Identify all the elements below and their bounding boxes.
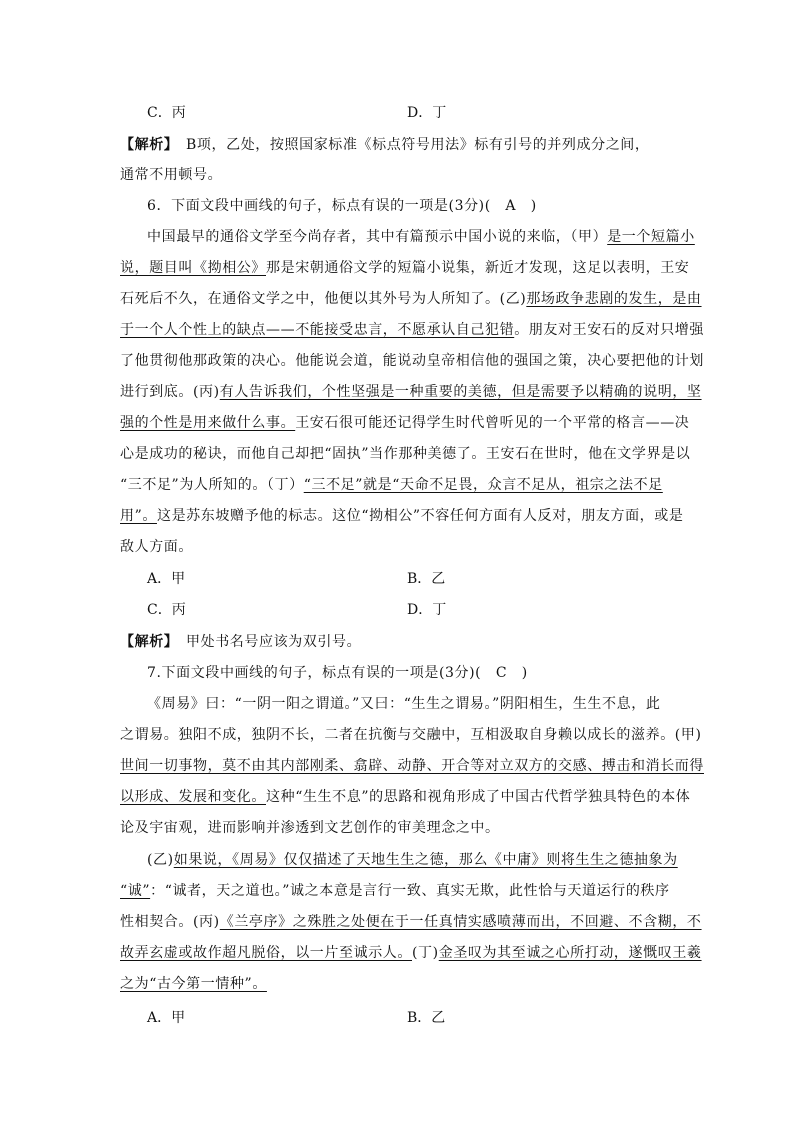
q5-analysis-line2: 通常不用顿号。: [120, 167, 223, 183]
q6-p1-line9: “三不足”为人所知的。（丁）“三不足”就是“天命不足畏，众言不足从，祖宗之法不足: [120, 477, 663, 493]
analysis-label: 【解析】: [120, 634, 172, 650]
q6-p1-line11: 敌人方面。: [120, 539, 193, 555]
q5-analysis-line1: [120, 133, 680, 157]
q7-stem: 7.下面文段中画线的句子，标点有误的一项是(3分)( C ): [147, 665, 528, 681]
q7-p2-line1: (乙)如果说，《周易》仅仅描述了天地生生之德，那么《中庸》则将生生之德抽象为: [147, 852, 678, 868]
q7-option-b: B．乙: [407, 1010, 446, 1026]
q7-p1-line1: 《周易》曰：“一阴一阳之谓道。”又曰：“生生之谓易。”阴阳相生，生生不息，此: [147, 696, 661, 712]
q7-option-a: A．甲: [147, 1010, 186, 1026]
q6-p1-line2: 说，题目叫《拗相公》那是宋朝通俗文学的短篇小说集，新近才发现，这足以表明，王安: [120, 260, 690, 276]
q5-option-d: D．丁: [407, 105, 447, 121]
q7-p2-line2: “诚”：“诚者，天之道也。”诚之本意是言行一致、真实无欺，此性恰与天道运行的秩序: [120, 883, 670, 899]
analysis-label: 【解析】: [120, 137, 172, 153]
q7-p2-line3: 性相契合。(丙)《兰亭序》之殊胜之处便在于一任真情实感喷薄而出，不回避、不含糊，不: [120, 914, 702, 930]
q6-p1-line4: 于一个人个性上的缺点——不能接受忠言，不愿承认自己犯错。朋友对王安石的反对只增强: [120, 322, 705, 338]
q6-option-a: A．甲: [147, 571, 186, 587]
q6-p1-line7: 强的个性是用来做什么事。王安石很可能还记得学生时代曾听见的一个平常的格言——决: [120, 415, 690, 431]
q6-stem: 6．下面文段中画线的句子，标点有误的一项是(3分)( A ): [147, 198, 537, 214]
q7-p1-line4: 以形成、发展和变化。这种“生生不息”的思路和视角形成了中国古代哲学独具特色的本体: [120, 789, 691, 805]
q6-p1-line8: 心是成功的秘诀，而他自己却把“固执”当作那种美德了。王安石在世时，他在文学界是以: [120, 446, 691, 462]
q7-p1-line2: 之谓易。独阳不成，独阴不长，二者在抗衡与交融中，互相汲取自身赖以成长的滋养。(甲): [120, 727, 702, 743]
q6-p1-line1: 中国最早的通俗文学至今尚存者，其中有篇预示中国小说的来临，（甲）是一个短篇小: [147, 229, 695, 245]
q6-option-c: C．丙: [147, 602, 186, 618]
q7-p1-line3: 世间一切事物，莫不由其内部刚柔、翕辟、动静、开合等对立双方的交感、搏击和消长而得: [120, 758, 704, 774]
q6-p1-line10: 用”。这是苏东坡赠予他的标志。这位“拗相公”不容任何方面有人反对，朋友方面，或是: [120, 508, 684, 524]
q7-p1-line5: 论及宇宙观，进而影响并渗透到文艺创作的审美理念之中。: [120, 820, 500, 836]
q5-option-c: C．丙: [147, 105, 186, 121]
analysis-text: B项，乙处，按照国家标准《标点符号用法》标有引号的并列成分之间，: [171, 137, 650, 153]
q6-analysis: 【解析】 甲处书名号应该为双引号。: [120, 634, 362, 650]
q7-p2-line4: 故弄玄虚或故作超凡脱俗，以一片至诚示人。(丁)金圣叹为其至诚之心所打动，遂慨叹王羲: [120, 945, 702, 961]
q6-option-b: B．乙: [407, 571, 446, 587]
q6-p1-line6: 进行到底。(丙)有人告诉我们，个性坚强是一种重要的美德，但是需要予以精确的说明，坚: [120, 384, 702, 400]
q6-p1-line3: 石死后不久，在通俗文学之中，他便以其外号为人所知了。(乙)那场政争悲剧的发生，是由: [120, 291, 702, 307]
q7-p2-line5: 之为“古今第一情种”。: [120, 976, 267, 992]
q6-p1-line5: 了他贯彻他那政策的决心。他能说会道，能说动皇帝相信他的强国之策，决心要把他的计划: [120, 353, 704, 369]
q6-option-d: D．丁: [407, 602, 447, 618]
